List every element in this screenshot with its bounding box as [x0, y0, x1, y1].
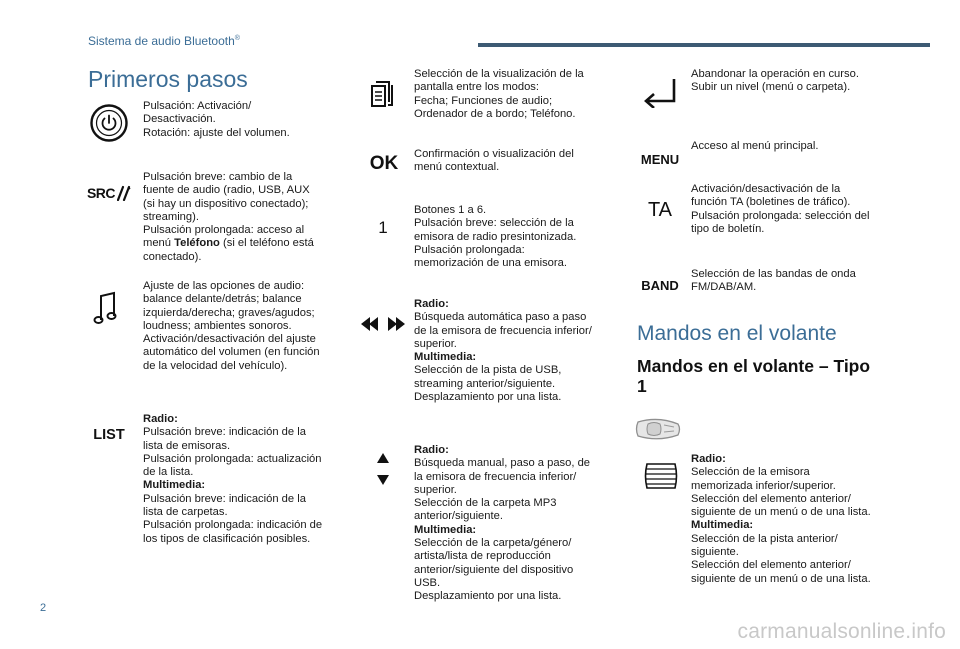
seek-multimedia-label: Multimedia:: [414, 351, 477, 364]
power-description: Pulsación: Activación/ Desactivación. Rotación: ajuste del volumen.: [143, 100, 290, 139]
band-description: Selección de las bandas de onda FM/DAB/AM.: [691, 268, 856, 294]
section-title-primeros-pasos: Primeros pasos: [88, 66, 248, 92]
registered-mark: ®: [234, 35, 240, 42]
seek-arrows-icon: [360, 315, 406, 333]
up-down-arrows-icon: [376, 452, 390, 486]
thumbwheel-description: Radio: Selección de la emisora memorizada inferior/superior. Selección del elemento anterior/ siguiente de un menú o de una lista. Multimedia: Selección de la pista anterior/ siguiente. Selección del elemento anterior/ siguiente de un menú o de una lista.: [691, 453, 871, 585]
updown-multimedia-label: Multimedia:: [414, 523, 477, 536]
ta-icon-label: TA: [647, 198, 673, 221]
power-knob-icon: [90, 104, 128, 142]
thumbwheel-icon: [644, 462, 678, 490]
watermark: carmanualsonline.info: [737, 620, 946, 643]
up-down-description: Radio: Búsqueda manual, paso a paso, de la emisora de frecuencia inferior/ superior. Selección de la carpeta MP3 anterior/siguiente. Multimedia: Selección de la carpeta/género/ artista/lista de reproducción anterior/siguiente del dispositivo USB. Desplazamiento por una lista.: [414, 444, 591, 603]
header-title: [88, 34, 240, 48]
audio-settings-description: Ajuste de las opciones de audio: balance delante/detrás; balance izquierda/derecha; graves/agudos; loudness; ambientes sonoros. Activación/desactivación del ajuste automático del volumen (en función de la velocidad del vehículo).: [143, 280, 320, 372]
back-arrow-icon: [642, 76, 678, 108]
band-button-icon: [636, 276, 684, 294]
header-bar: [478, 43, 930, 47]
list-button-icon: [88, 425, 130, 445]
phone-slash-icon: [117, 185, 131, 201]
screen-mode-icon: [370, 80, 396, 108]
menu-button-icon: [636, 150, 684, 168]
presets-description: Botones 1 a 6. Pulsación breve: selección de la emisora de radio presintonizada. Pulsación prolongada: memorización de una emisora.: [414, 204, 577, 270]
list-icon-label: LIST: [93, 427, 125, 443]
subtitle-mandos-tipo-1: Mandos en el volante – Tipo 1: [637, 356, 871, 396]
ok-icon-label: OK: [369, 153, 399, 174]
menu-icon-label: MENU: [640, 151, 680, 167]
src-icon-label: SRC: [86, 185, 116, 201]
list-multimedia-label: Multimedia:: [143, 479, 206, 492]
seek-radio-label: Radio:: [414, 298, 449, 310]
src-telefono-bold: Teléfono: [174, 237, 220, 250]
music-note-icon: [93, 291, 117, 325]
ta-button-icon: [645, 198, 675, 222]
page-number: 2: [40, 602, 47, 614]
ok-description: Confirmación o visualización del menú contextual.: [414, 148, 574, 174]
updown-radio-label: Radio:: [414, 444, 449, 456]
section-title-mandos: Mandos en el volante: [637, 322, 837, 345]
band-icon-label: BAND: [641, 277, 679, 293]
preset-one-label: 1: [378, 218, 388, 237]
back-description: Abandonar la operación en curso. Subir un nivel (menú o carpeta).: [691, 68, 859, 94]
preset-one-icon: [374, 217, 392, 239]
list-radio-label: Radio:: [143, 413, 178, 425]
steering-control-stalk-icon: [634, 416, 682, 442]
wheel-radio-label: Radio:: [691, 453, 726, 465]
wheel-multimedia-label: Multimedia:: [691, 519, 754, 532]
src-button-icon: [86, 182, 132, 204]
list-description: Radio: Pulsación breve: indicación de la lista de emisoras. Pulsación prolongada: actualización de la lista. Multimedia: Pulsación breve: indicación de la lista de carpetas. Pulsación prolongada: indicación de los tipos de clasificación posibles.: [143, 413, 323, 545]
src-description: Pulsación breve: cambio de la fuente de audio (radio, USB, AUX (si hay un dispositivo conectado); streaming). Pulsación prolongada: acceso al menú Teléfono (si el teléfono está conectado).: [143, 171, 314, 263]
ta-description: Activación/desactivación de la función TA (boletines de tráfico). Pulsación prolongada: selección del tipo de boletín.: [691, 183, 870, 235]
screen-mode-description: Selección de la visualización de la pantalla entre los modos: Fecha; Funciones de audio; Ordenador de a bordo; Teléfono.: [414, 68, 584, 120]
seek-description: Radio: Búsqueda automática paso a paso de la emisora de frecuencia inferior/ superior. Multimedia: Selección de la pista de USB, streaming anterior/siguiente. Desplazamiento por una lista.: [414, 298, 592, 404]
menu-description: Acceso al menú principal.: [691, 140, 819, 152]
header-title-text: Sistema de audio Bluetooth: [88, 34, 235, 48]
ok-button-icon: [367, 153, 401, 175]
